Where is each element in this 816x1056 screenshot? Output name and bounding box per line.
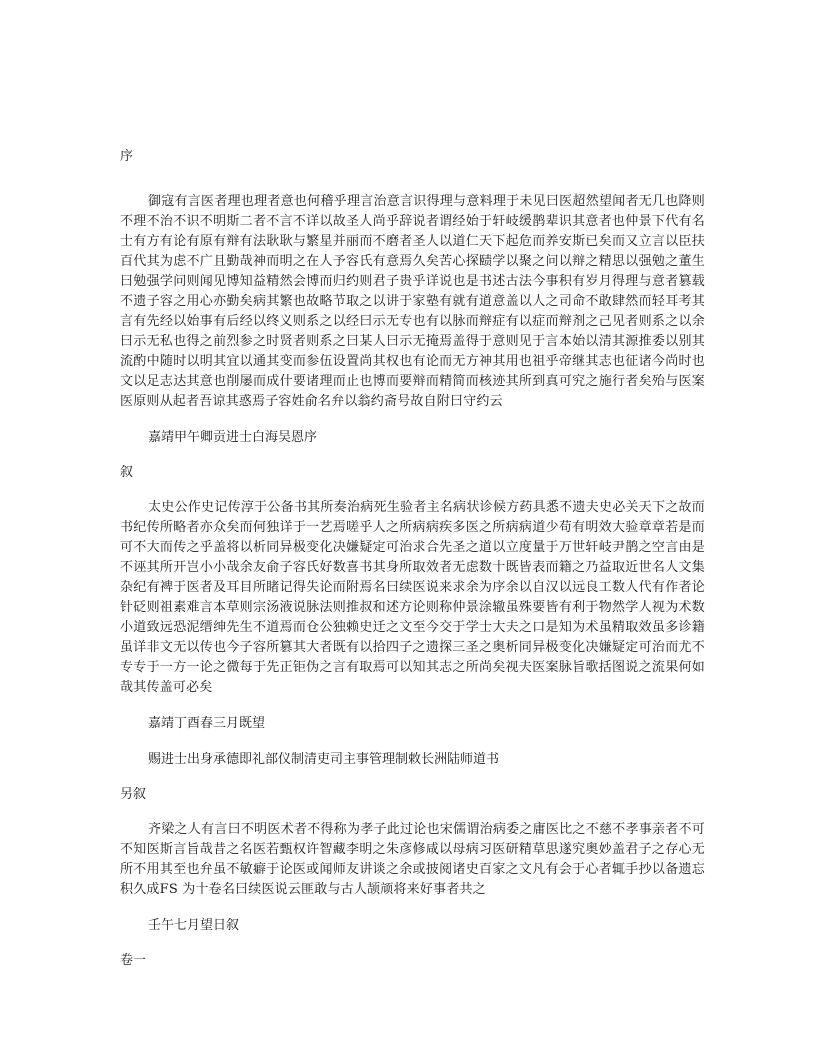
- xu-date: 嘉靖丁酉春三月既望: [148, 716, 266, 731]
- preface-signature: 嘉靖甲午卿贡进士白海吴恩序: [148, 430, 318, 445]
- xu-paragraph: 太史公作史记传淳于公备书其所奏治病死生验者主名病状诊候方药具悉不遗夫史必关天下之故而书纪传所略者亦众矣而何独详于一艺焉嗟乎人之所病病疾多医之所病病道少苟有明效大验章章若是而可不大而传之乎盖将以析同异极变化决嫌疑定可治求合先圣之道以立度量于万世轩岐尹鹊之空言由是不诬其所开岂小小哉余友俞子容氏好数喜书其身所取效者无虑数十既皆表而籍之乃益取近世名人文集杂纪有裨于医者及耳目所睹记得失论而附焉名曰续医说来求余为序余以自汉以远良工数人代有作者论针砭则祖素难言本草则宗汤液说脉法则推叔和述方论则称仲景涂辙虽殊要皆有利于物然学人视为术数小道致远恐泥缙绅先生不道焉而仓公独赖史迁之文至今交于学士大夫之口是知为术虽精取效虽多诊籍虽详非文无以传也今子容所篡其大者既有以拾四子之遗探三圣之奥析同异极变化决嫌疑定可治而尤不专专于一方一论之微每于先正钜伪之言有取焉可以知其志之所尚矣视夫医案脉旨歌括图说之流果何如哉其传盖可必矣: [120, 500, 705, 695]
- lingxu-heading: 另叙: [120, 787, 147, 802]
- xu-heading: 叙: [120, 465, 134, 480]
- preface-heading: 序: [120, 149, 134, 164]
- lingxu-paragraph: 齐梁之人有言曰不明医术者不得称为孝子此过论也宋儒谓治病委之庸医比之不慈不孝事亲者不可不知医斯言旨哉昔之名医若甄权许智藏李明之朱彦修咸以母病习医研精草思遂究奥妙盖君子之存心无所不用其至也弁虽不敏癖于论医或闻师友讲谈之余或披阅诸史百家之文凡有会于心者辄手抄以备遗忘积久成FS 为十卷名曰续医说云匪敢与古人颉颃将来好事者共之: [120, 822, 705, 897]
- lingxu-date: 壬午七月望日叙: [148, 918, 240, 933]
- document-page: [120, 140, 705, 986]
- juan-heading: 卷一: [120, 953, 147, 968]
- preface-paragraph: 御寇有言医者理也理者意也何稽乎理言治意言识得理与意料理于未见曰医超然望闻者无几也降则不理不治不识不明斯二者不言不详以故圣人尚乎辞说者谓经始于轩岐缓鹊辈识其意者也仲景下代有名士有方有论有原有辩有法耿耿与繁星并丽而不磨者圣人以道仁天下起危而养安斯已矣而又立言以臣扶百代其为虑不广且勤哉神而明之在人予容氏有意焉久矣苦心探赜学以聚之问以辩之精思以强勉之董生曰勉强学问则闻见博知益精然会博而归约则君子贵乎详说也是书述古法今事积有岁月得理与意者篡载不遗子容之用心亦勤矣病其繁也故略节取之以讲于家塾有就有道意盖以人之司命不敢肆然而轻耳考其言有先经以始事有后经以终义则系之以经曰示无专也有以脉而辩症有以症而辩剂之己见者则系之以余曰示无私也得之前烈参之时贤者则系之曰某人曰示无掩焉盖得于意则见于言本始以清其源推委以别其流酌中随时以明其宜以通其变而参伍设置尚其权也有论而无方神其用也祖乎帝继其志也征诸今尚时也文以足志达其意也削屡而成什要诸理而止也博而要辩而精简而核迹其所到真可究之施行者矣殆与医案医原则从起者吾谅其惑焉子容姓俞名弁以翁约斋号故自附曰守约云: [120, 194, 705, 409]
- xu-signature: 赐进士出身承德即礼部仪制清吏司主事管理制敕长洲陆师道书: [148, 752, 500, 767]
